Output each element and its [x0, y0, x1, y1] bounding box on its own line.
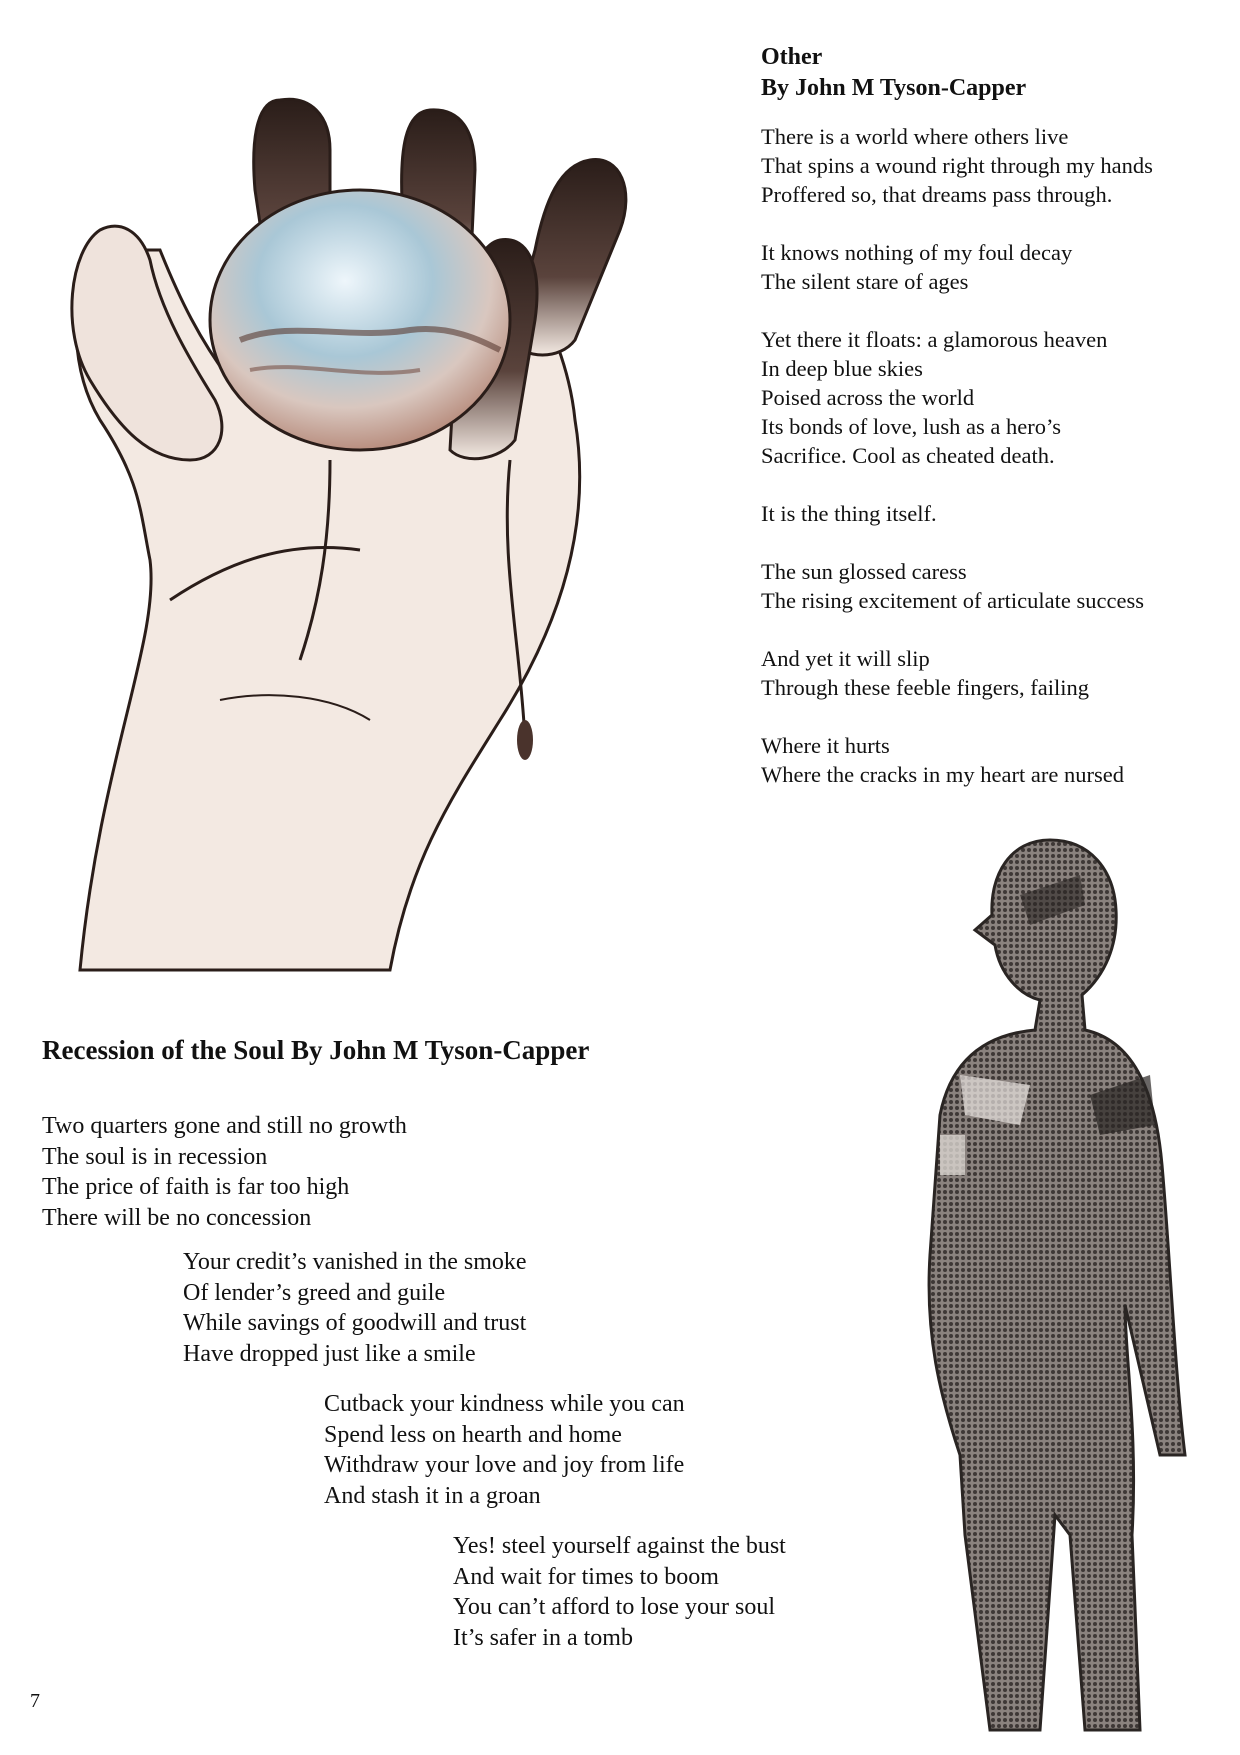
stanza [761, 644, 1221, 702]
poem-line: That spins a wound right through my hands [761, 153, 1153, 178]
poem-line: Your credit’s vanished in the smoke [183, 1249, 527, 1275]
stanza [324, 1389, 862, 1511]
stanza [453, 1531, 862, 1653]
poem-line: Two quarters gone and still no growth [42, 1113, 407, 1139]
poem-line: It is the thing itself. [761, 501, 937, 526]
poem-line: It knows nothing of my foul decay [761, 240, 1073, 265]
poem-line: The rising excitement of articulate success [761, 588, 1144, 613]
collage-figure-illustration [870, 835, 1210, 1735]
poem-line: Of lender’s greed and guile [183, 1279, 446, 1306]
stanza [761, 325, 1221, 470]
poem-line: Spend less on hearth and home [324, 1421, 622, 1448]
poem-line: And yet it will slip [761, 646, 930, 671]
poem-line: Yet there it floats: a glamorous heaven [761, 327, 1108, 352]
poem-title: Recession of the Soul By John M Tyson-Capper [42, 1035, 590, 1065]
poem-line: Yes! steel yourself against the bust [453, 1533, 786, 1559]
poem-line: And stash it in a groan [324, 1482, 541, 1509]
poem-line: There is a world where others live [761, 124, 1069, 149]
poem-line: You can’t afford to lose your soul [453, 1594, 775, 1620]
poem-other-heading [761, 42, 1221, 104]
poem-line: Where the cracks in my heart are nursed [761, 762, 1124, 787]
poem-line: Cutback your kindness while you can [324, 1391, 685, 1417]
poem-other [761, 42, 1221, 789]
poem-line: While savings of goodwill and trust [183, 1310, 527, 1336]
stanza [761, 557, 1221, 615]
stanza [761, 122, 1221, 209]
poem-line: The sun glossed caress [761, 559, 967, 584]
poem-line: Where it hurts [761, 733, 890, 758]
poem-line: Poised across the world [761, 385, 975, 410]
stanza [42, 1111, 862, 1233]
poem-line: And wait for times to boom [453, 1563, 719, 1590]
poem-recession-of-the-soul [42, 1033, 862, 1653]
poem-line: Its bonds of love, lush as a hero’s [761, 414, 1061, 439]
poem-line: The price of faith is far too high [42, 1174, 350, 1200]
poem-line: The silent stare of ages [761, 269, 969, 294]
poem-title: Other [761, 44, 823, 70]
stanza [761, 238, 1221, 296]
poem-line: Sacrifice. Cool as cheated death. [761, 443, 1055, 468]
poem-line: Have dropped just like a smile [183, 1340, 476, 1367]
poem-byline: By John M Tyson-Capper [761, 75, 1027, 101]
hand-holding-orb-illustration [30, 40, 750, 1000]
stanza [761, 731, 1221, 789]
poem-line: In deep blue skies [761, 356, 923, 381]
page-number: 7 [30, 1690, 40, 1712]
stanza [183, 1247, 862, 1369]
poem-line: The soul is in recession [42, 1143, 268, 1170]
poem-line: There will be no concession [42, 1204, 312, 1231]
poem-line: It’s safer in a tomb [453, 1624, 633, 1651]
poem-line: Proffered so, that dreams pass through. [761, 182, 1113, 207]
poem-line: Through these feeble fingers, failing [761, 675, 1090, 700]
stanza [761, 499, 1221, 528]
poem-line: Withdraw your love and joy from life [324, 1452, 685, 1478]
